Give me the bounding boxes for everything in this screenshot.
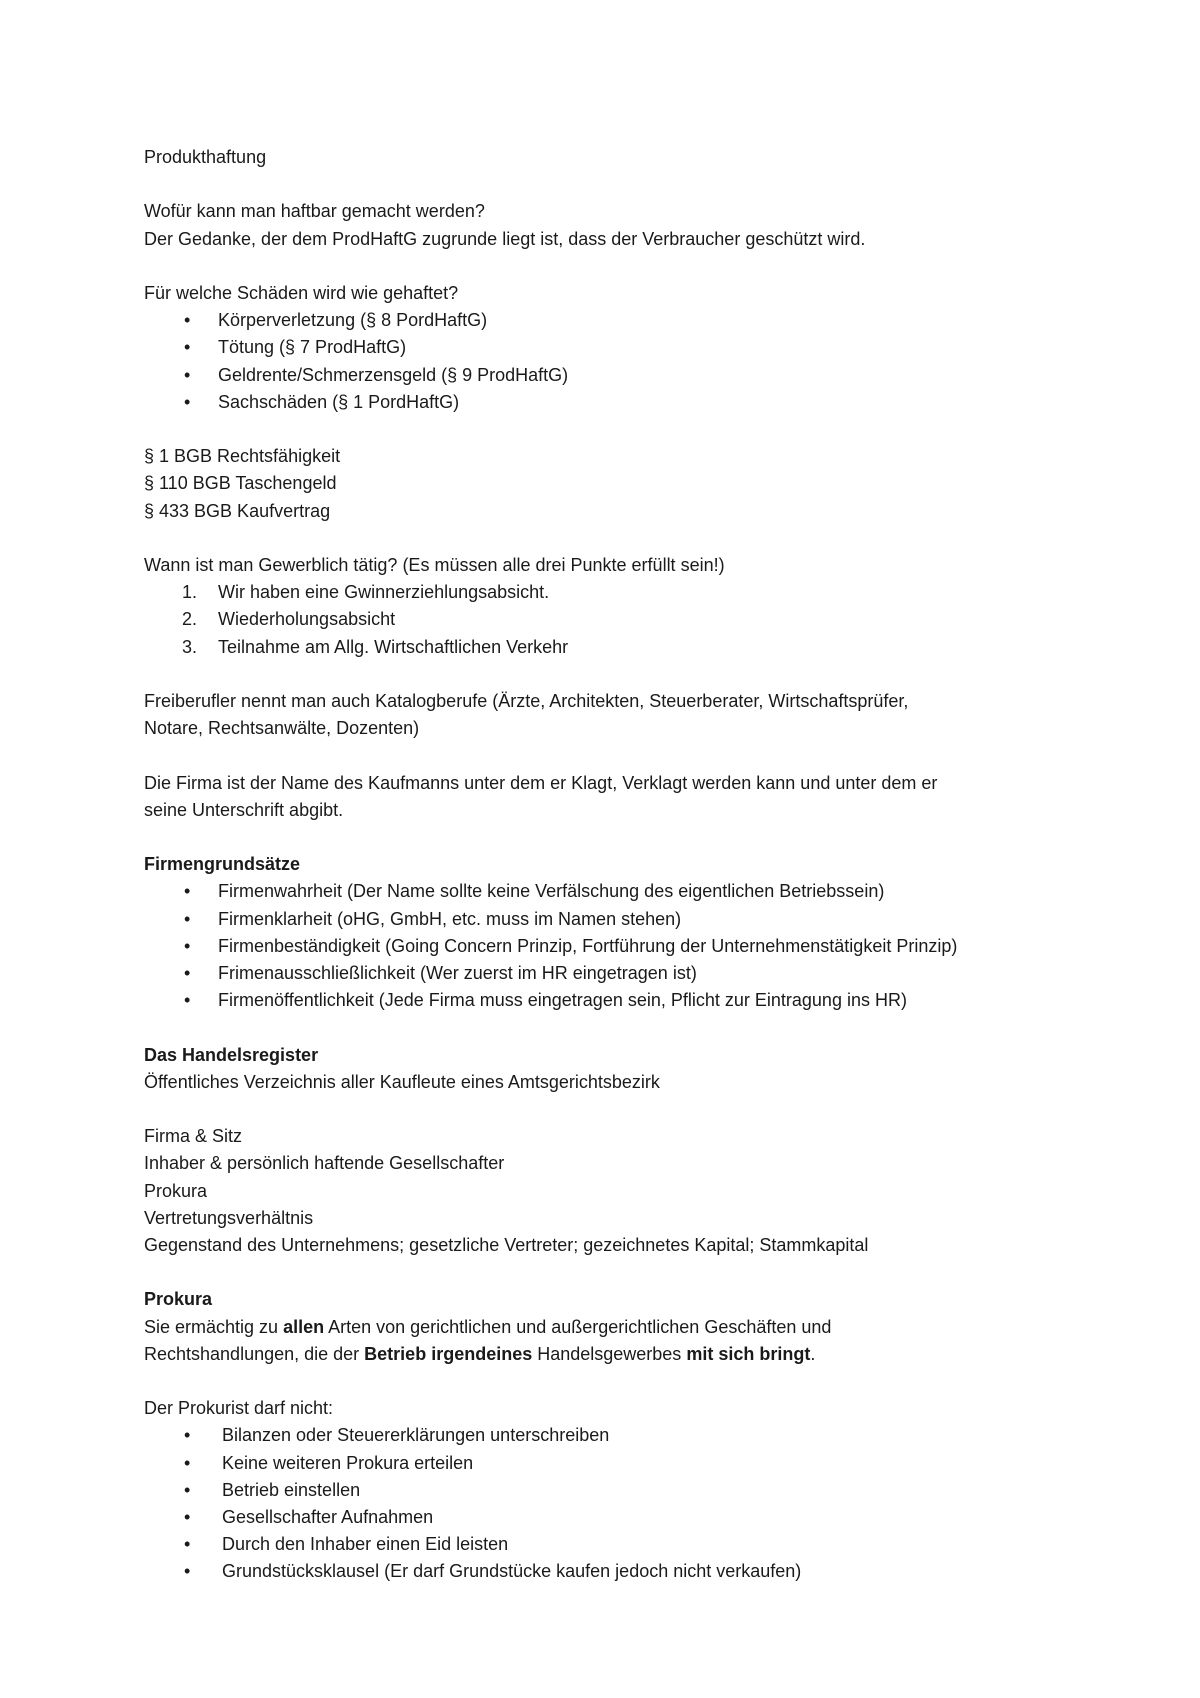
prokurist-heading: Der Prokurist darf nicht: xyxy=(144,1398,334,1419)
document-content xyxy=(144,144,1074,1586)
commercial-criteria-list xyxy=(144,579,1074,661)
list-item: • Bilanzen oder Steuererklärungen unterschreiben xyxy=(144,1422,1074,1449)
question-damages: Für welche Schäden wird wie gehaftet? xyxy=(144,282,459,303)
question-commercial: Wann ist man Gewerblich tätig? (Es müssen alle drei Punkte erfüllt sein!) xyxy=(144,554,725,575)
list-item: 1. Wir haben eine Gwinnerziehlungsabsicht. xyxy=(182,582,550,603)
handelsregister-definition: Öffentliches Verzeichnis aller Kaufleute eines Amtsgerichtsbezirk xyxy=(144,1071,660,1092)
list-item: • Firmenöffentlichkeit (Jede Firma muss eingetragen sein, Pflicht zur Eintragung ins HR) xyxy=(144,987,1074,1014)
bullet-icon: • xyxy=(184,1452,191,1473)
list-item: • Durch den Inhaber einen Eid leisten xyxy=(144,1531,1074,1558)
firma-paragraph: Die Firma ist der Name des Kaufmanns unter dem er Klagt, Verklagt werden kann und unter dem er xyxy=(144,772,938,793)
handelsregister-item: Inhaber & persönlich haftende Gesellschafter xyxy=(144,1153,505,1174)
section-heading-firmengrundsaetze: Firmengrundsätze xyxy=(144,854,301,875)
prokurist-restrictions-list xyxy=(144,1422,1074,1585)
document-title: Produkthaftung xyxy=(144,147,267,167)
bullet-icon: • xyxy=(184,962,191,983)
prokura-paragraph: Sie ermächtig zu allen Arten von gerichtlichen und außergerichtlichen Geschäften und xyxy=(144,1316,832,1337)
bgb-line: § 110 BGB Taschengeld xyxy=(144,473,337,494)
firma-paragraph: seine Unterschrift abgibt. xyxy=(144,799,344,820)
list-item: • Frimenausschließlichkeit (Wer zuerst im HR eingetragen ist) xyxy=(144,960,1074,987)
list-item: 2. Wiederholungsabsicht xyxy=(182,609,396,630)
firmengrundsaetze-list xyxy=(144,878,1074,1014)
question-liability: Wofür kann man haftbar gemacht werden? xyxy=(144,201,485,222)
list-item: • Firmenwahrheit (Der Name sollte keine Verfälschung des eigentlichen Betriebssein) xyxy=(144,878,1074,905)
bullet-icon: • xyxy=(184,1479,191,1500)
prokura-paragraph: Rechtshandlungen, die der Betrieb irgendeines Handelsgewerbes mit sich bringt. xyxy=(144,1343,816,1364)
answer-liability: Der Gedanke, der dem ProdHaftG zugrunde liegt ist, dass der Verbraucher geschützt wird. xyxy=(144,228,866,249)
handelsregister-item: Prokura xyxy=(144,1180,208,1201)
handelsregister-item: Firma & Sitz xyxy=(144,1126,243,1147)
section-heading-handelsregister: Das Handelsregister xyxy=(144,1044,319,1065)
bullet-icon: • xyxy=(184,1506,191,1527)
bgb-line: § 1 BGB Rechtsfähigkeit xyxy=(144,446,341,467)
bullet-icon: • xyxy=(184,1561,191,1582)
list-item: • Firmenbeständigkeit (Going Concern Prinzip, Fortführung der Unternehmenstätigkeit Prinzip) xyxy=(144,933,1074,960)
freiberufler-paragraph: Notare, Rechtsanwälte, Dozenten) xyxy=(144,718,420,739)
list-item: • Grundstücksklausel (Er darf Grundstücke kaufen jedoch nicht verkaufen) xyxy=(144,1558,1074,1585)
bullet-icon: • xyxy=(184,1425,191,1446)
handelsregister-item: Vertretungsverhältnis xyxy=(144,1207,314,1228)
freiberufler-paragraph: Freiberufler nennt man auch Katalogberufe (Ärzte, Architekten, Steuerberater, Wirtschaftsprüfer, xyxy=(144,690,909,711)
list-item: • Betrieb einstellen xyxy=(144,1477,1074,1504)
bullet-icon: • xyxy=(184,337,191,358)
list-item: • Tötung (§ 7 ProdHaftG) xyxy=(144,334,1074,361)
list-item: • Sachschäden (§ 1 PordHaftG) xyxy=(144,389,1074,416)
section-heading-prokura: Prokura xyxy=(144,1289,213,1310)
bullet-icon: • xyxy=(184,990,191,1011)
damages-list xyxy=(144,307,1074,416)
bgb-line: § 433 BGB Kaufvertrag xyxy=(144,500,331,521)
list-item: • Geldrente/Schmerzensgeld (§ 9 ProdHaftG) xyxy=(144,362,1074,389)
bullet-icon: • xyxy=(184,908,191,929)
bullet-icon: • xyxy=(184,364,191,385)
list-item: 3. Teilnahme am Allg. Wirtschaftlichen Verkehr xyxy=(182,636,569,657)
bullet-icon: • xyxy=(184,935,191,956)
bullet-icon: • xyxy=(184,881,191,902)
list-item: • Gesellschafter Aufnahmen xyxy=(144,1504,1074,1531)
bullet-icon: • xyxy=(184,310,191,331)
handelsregister-item: Gegenstand des Unternehmens; gesetzliche Vertreter; gezeichnetes Kapital; Stammkapital xyxy=(144,1234,869,1255)
bullet-icon: • xyxy=(184,391,191,412)
list-item: • Körperverletzung (§ 8 PordHaftG) xyxy=(144,307,1074,334)
list-item: • Keine weiteren Prokura erteilen xyxy=(144,1450,1074,1477)
list-item: • Firmenklarheit (oHG, GmbH, etc. muss im Namen stehen) xyxy=(144,906,1074,933)
bullet-icon: • xyxy=(184,1534,191,1555)
